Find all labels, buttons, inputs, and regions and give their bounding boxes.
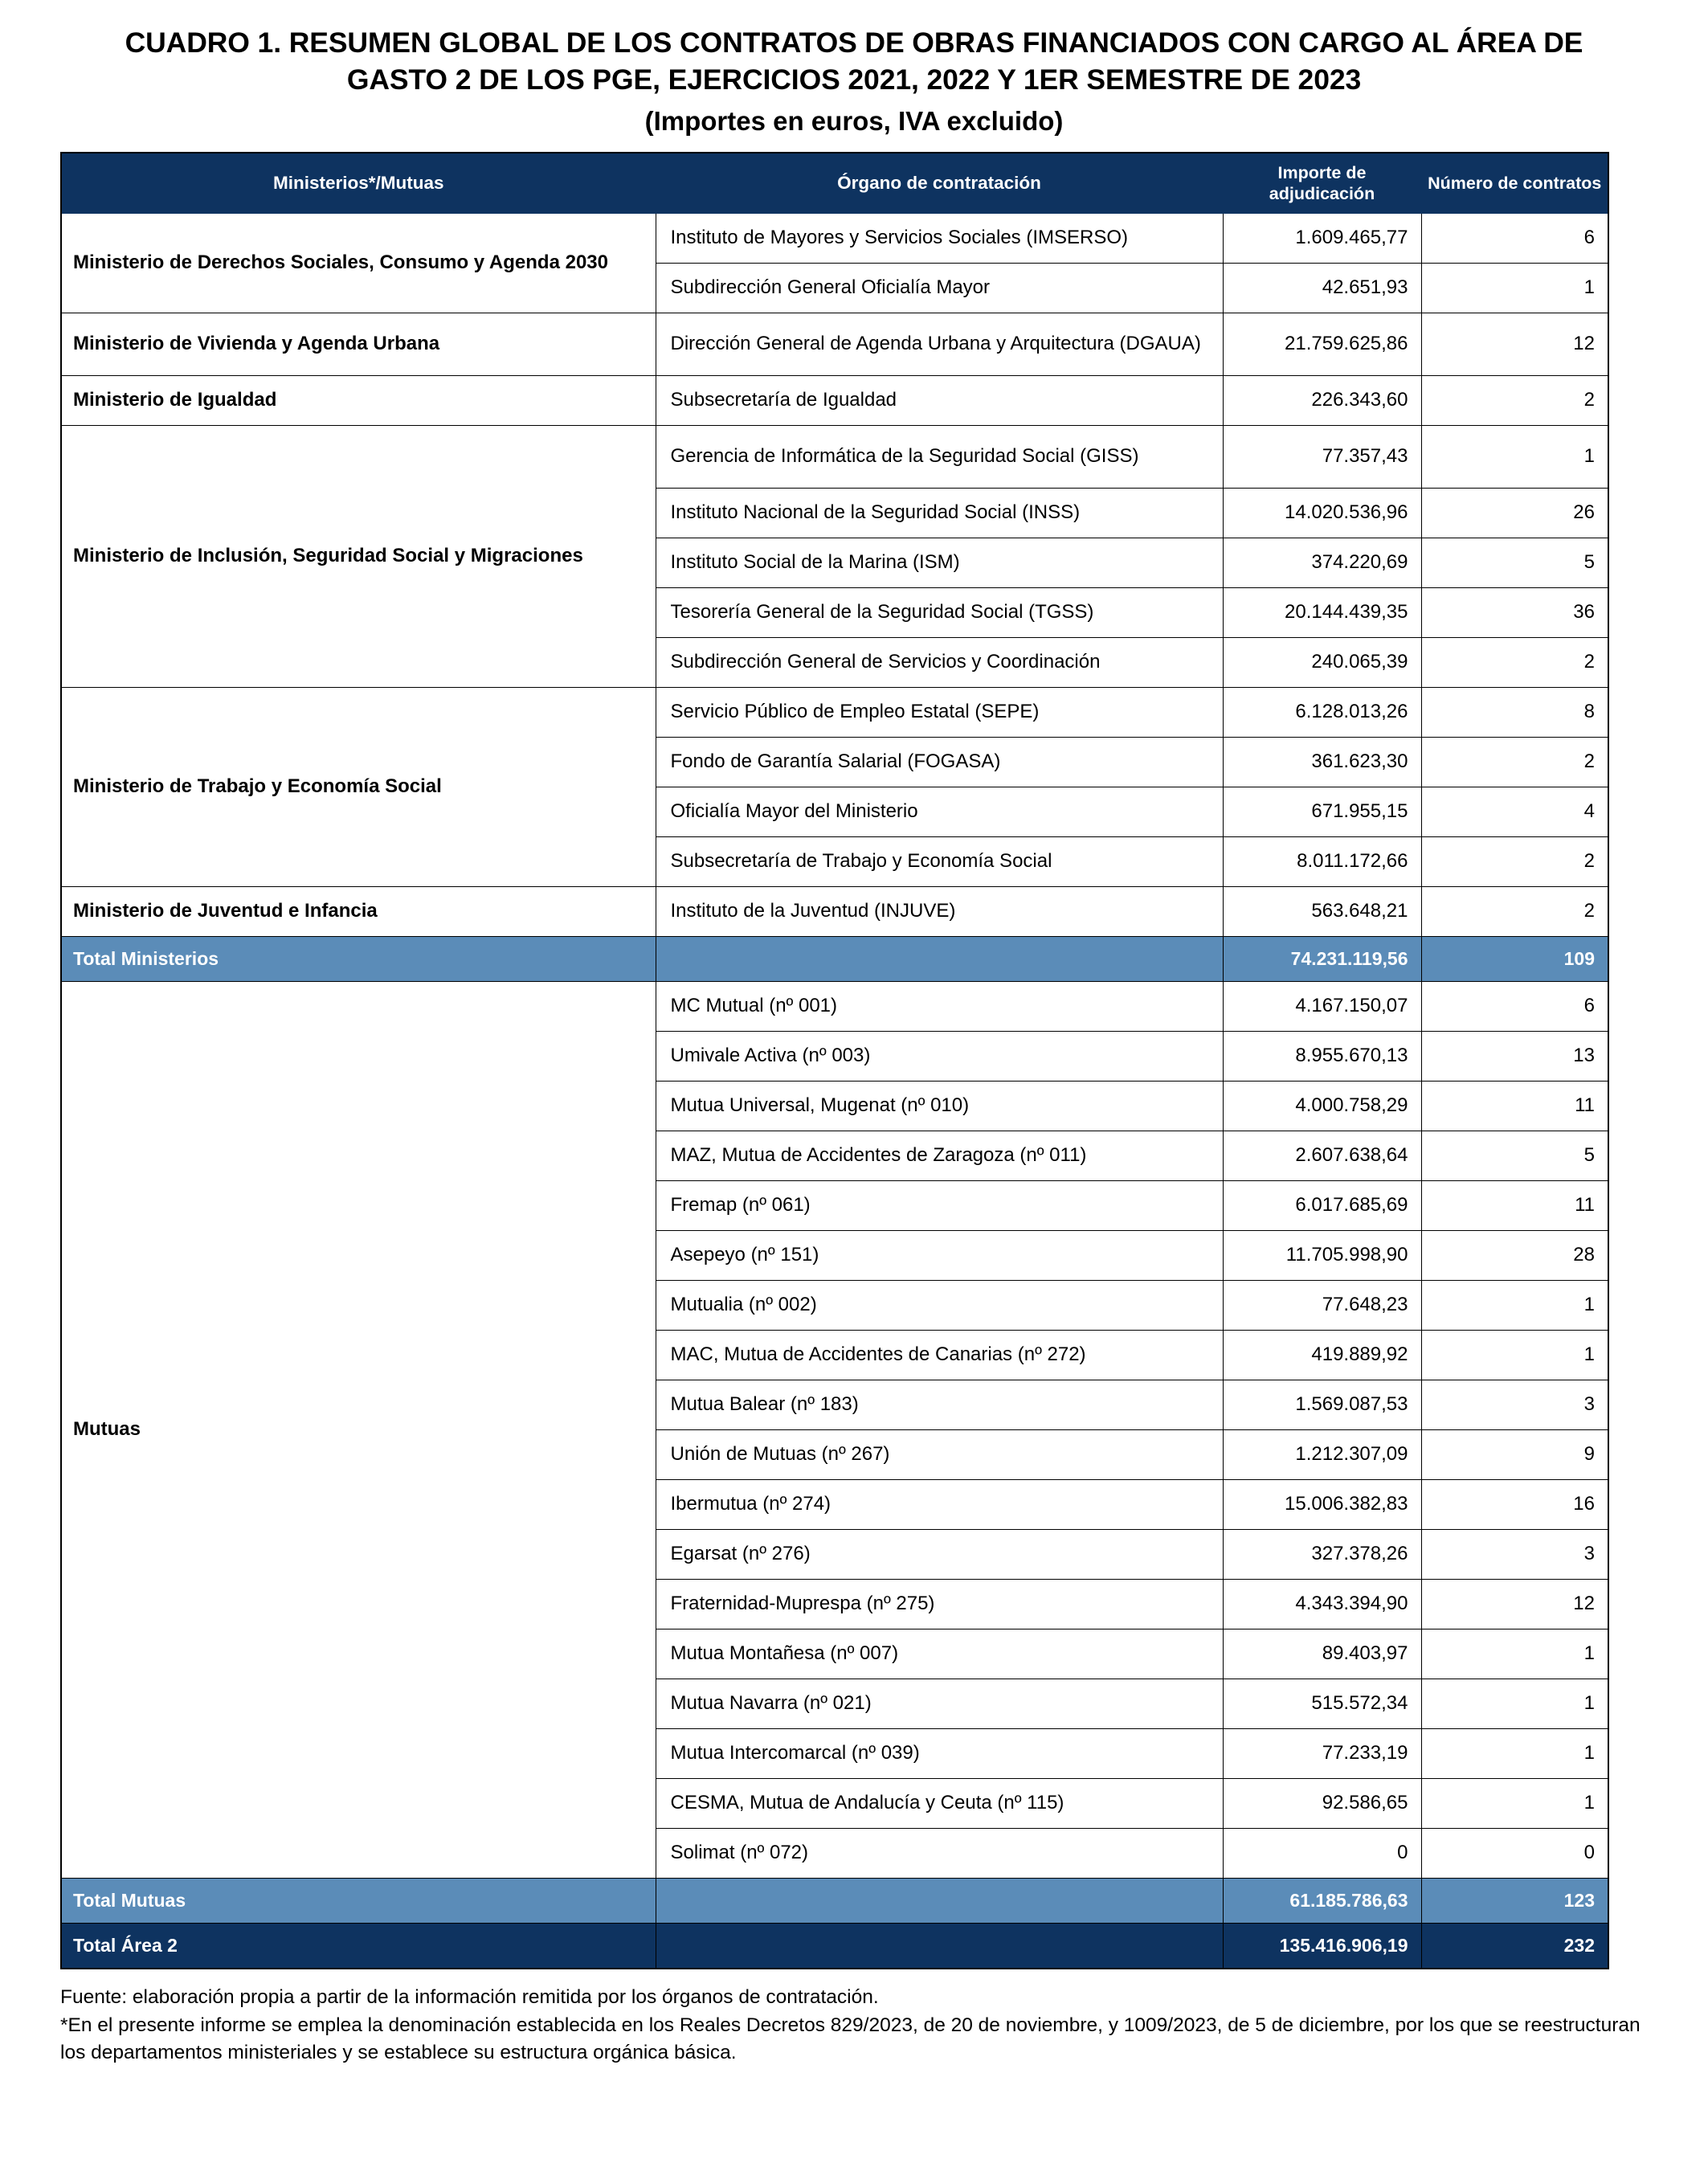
- importe-cell: 515.572,34: [1223, 1679, 1421, 1729]
- table-row: [61, 376, 1608, 426]
- group-name-cell: Ministerio de Igualdad: [61, 376, 656, 426]
- importe-cell: 361.623,30: [1223, 738, 1421, 787]
- column-header-importe: Importe de adjudicación: [1223, 153, 1421, 214]
- organo-cell: Dirección General de Agenda Urbana y Arquitectura (DGAUA): [656, 313, 1223, 376]
- contratos-cell: 8: [1421, 688, 1608, 738]
- organo-cell: Mutua Universal, Mugenat (nº 010): [656, 1082, 1223, 1131]
- importe-cell: 1.569.087,53: [1223, 1380, 1421, 1430]
- organo-cell: Ibermutua (nº 274): [656, 1480, 1223, 1530]
- footer-notes: [60, 1984, 1651, 2067]
- total-mutuas-label: Total Mutuas: [61, 1879, 656, 1924]
- group-name-cell: Ministerio de Vivienda y Agenda Urbana: [61, 313, 656, 376]
- organo-cell: Fraternidad-Muprespa (nº 275): [656, 1580, 1223, 1629]
- contratos-cell: 26: [1421, 489, 1608, 538]
- contratos-cell: 1: [1421, 1729, 1608, 1779]
- organo-cell: MC Mutual (nº 001): [656, 982, 1223, 1032]
- organo-cell: Oficialía Mayor del Ministerio: [656, 787, 1223, 837]
- contratos-cell: 5: [1421, 1131, 1608, 1181]
- importe-cell: 6.128.013,26: [1223, 688, 1421, 738]
- contracts-summary-table: [60, 152, 1609, 1969]
- contratos-cell: 3: [1421, 1530, 1608, 1580]
- contratos-cell: 12: [1421, 1580, 1608, 1629]
- table-row: [61, 887, 1608, 937]
- organo-cell: CESMA, Mutua de Andalucía y Ceuta (nº 115): [656, 1779, 1223, 1829]
- organo-cell: Instituto de Mayores y Servicios Sociales (IMSERSO): [656, 214, 1223, 264]
- contratos-cell: 1: [1421, 1779, 1608, 1829]
- footnote-asterisk: *En el presente informe se emplea la denominación establecida en los Reales Decretos 829/2023, de 20 de noviembre, y 1009/2023, de 5 de diciembre, por los que se reestructuran los departamentos ministeriales y se establece su estructura orgánica básica.: [60, 2014, 1641, 2064]
- contratos-cell: 1: [1421, 264, 1608, 313]
- page-subtitle: (Importes en euros, IVA excluido): [644, 106, 1064, 137]
- contratos-cell: 2: [1421, 376, 1608, 426]
- organo-cell: Subsecretaría de Trabajo y Economía Social: [656, 837, 1223, 887]
- organo-cell: Mutua Navarra (nº 021): [656, 1679, 1223, 1729]
- organo-cell: Instituto de la Juventud (INJUVE): [656, 887, 1223, 937]
- total-mutuas-contratos: 123: [1421, 1879, 1608, 1924]
- organo-cell: Asepeyo (nº 151): [656, 1231, 1223, 1281]
- importe-cell: 419.889,92: [1223, 1331, 1421, 1380]
- column-header-contratos: Número de contratos: [1421, 153, 1608, 214]
- total-mutuas-row: [61, 1879, 1608, 1924]
- contratos-cell: 1: [1421, 1679, 1608, 1729]
- organo-cell: Mutua Balear (nº 183): [656, 1380, 1223, 1430]
- organo-cell: Fremap (nº 061): [656, 1181, 1223, 1231]
- importe-cell: 1.212.307,09: [1223, 1430, 1421, 1480]
- organo-cell: Subsecretaría de Igualdad: [656, 376, 1223, 426]
- source-note: Fuente: elaboración propia a partir de la información remitida por los órganos de contratación.: [60, 1985, 879, 2008]
- contratos-cell: 16: [1421, 1480, 1608, 1530]
- page-title: CUADRO 1. RESUMEN GLOBAL DE LOS CONTRATOS DE OBRAS FINANCIADOS CON CARGO AL ÁREA DE GASTO 2 DE LOS PGE, EJERCICIOS 2021, 2022 Y 1ER SEMESTRE DE 2023: [125, 27, 1583, 96]
- group-name-cell: Ministerio de Derechos Sociales, Consumo y Agenda 2030: [61, 214, 656, 313]
- summary-table-wrapper: [60, 152, 1608, 1969]
- table-row: [61, 426, 1608, 489]
- importe-cell: 89.403,97: [1223, 1629, 1421, 1679]
- organo-cell: Unión de Mutuas (nº 267): [656, 1430, 1223, 1480]
- contratos-cell: 36: [1421, 588, 1608, 638]
- table-row: [61, 982, 1608, 1032]
- importe-cell: 671.955,15: [1223, 787, 1421, 837]
- importe-cell: 4.167.150,07: [1223, 982, 1421, 1032]
- table-body: [61, 214, 1608, 1969]
- organo-cell: Instituto Social de la Marina (ISM): [656, 538, 1223, 588]
- total-area-2-label: Total Área 2: [61, 1924, 656, 1969]
- importe-cell: 226.343,60: [1223, 376, 1421, 426]
- contratos-cell: 11: [1421, 1181, 1608, 1231]
- importe-cell: 4.000.758,29: [1223, 1082, 1421, 1131]
- organo-cell: Instituto Nacional de la Seguridad Social (INSS): [656, 489, 1223, 538]
- contratos-cell: 3: [1421, 1380, 1608, 1430]
- contratos-cell: 12: [1421, 313, 1608, 376]
- importe-cell: 0: [1223, 1829, 1421, 1879]
- table-header: [61, 153, 1608, 214]
- group-name-cell: Ministerio de Inclusión, Seguridad Social y Migraciones: [61, 426, 656, 688]
- contratos-cell: 28: [1421, 1231, 1608, 1281]
- importe-cell: 77.233,19: [1223, 1729, 1421, 1779]
- column-header-organo: Órgano de contratación: [656, 153, 1223, 214]
- importe-cell: 21.759.625,86: [1223, 313, 1421, 376]
- importe-cell: 2.607.638,64: [1223, 1131, 1421, 1181]
- organo-cell: Servicio Público de Empleo Estatal (SEPE): [656, 688, 1223, 738]
- importe-cell: 42.651,93: [1223, 264, 1421, 313]
- organo-cell: Mutua Intercomarcal (nº 039): [656, 1729, 1223, 1779]
- importe-cell: 4.343.394,90: [1223, 1580, 1421, 1629]
- organo-cell: Mutua Montañesa (nº 007): [656, 1629, 1223, 1679]
- importe-cell: 77.648,23: [1223, 1281, 1421, 1331]
- contratos-cell: 2: [1421, 738, 1608, 787]
- group-name-cell: Ministerio de Trabajo y Economía Social: [61, 688, 656, 887]
- total-area-2-importe: 135.416.906,19: [1223, 1924, 1421, 1969]
- importe-cell: 8.955.670,13: [1223, 1032, 1421, 1082]
- importe-cell: 1.609.465,77: [1223, 214, 1421, 264]
- importe-cell: 14.020.536,96: [1223, 489, 1421, 538]
- importe-cell: 8.011.172,66: [1223, 837, 1421, 887]
- organo-cell: MAC, Mutua de Accidentes de Canarias (nº 272): [656, 1331, 1223, 1380]
- contratos-cell: 2: [1421, 887, 1608, 937]
- organo-cell: Subdirección General de Servicios y Coordinación: [656, 638, 1223, 688]
- organo-cell: Umivale Activa (nº 003): [656, 1032, 1223, 1082]
- table-row: [61, 688, 1608, 738]
- organo-cell: Fondo de Garantía Salarial (FOGASA): [656, 738, 1223, 787]
- importe-cell: 11.705.998,90: [1223, 1231, 1421, 1281]
- organo-cell: Mutualia (nº 002): [656, 1281, 1223, 1331]
- group-name-cell: Mutuas: [61, 982, 656, 1879]
- contratos-cell: 13: [1421, 1032, 1608, 1082]
- contratos-cell: 2: [1421, 638, 1608, 688]
- organo-cell: Gerencia de Informática de la Seguridad Social (GISS): [656, 426, 1223, 489]
- total-ministerios-organo: [656, 937, 1223, 982]
- organo-cell: Subdirección General Oficialía Mayor: [656, 264, 1223, 313]
- contratos-cell: 6: [1421, 982, 1608, 1032]
- organo-cell: Solimat (nº 072): [656, 1829, 1223, 1879]
- contratos-cell: 1: [1421, 426, 1608, 489]
- importe-cell: 20.144.439,35: [1223, 588, 1421, 638]
- total-mutuas-organo: [656, 1879, 1223, 1924]
- total-area-2-row: [61, 1924, 1608, 1969]
- importe-cell: 15.006.382,83: [1223, 1480, 1421, 1530]
- organo-cell: MAZ, Mutua de Accidentes de Zaragoza (nº 011): [656, 1131, 1223, 1181]
- table-row: [61, 313, 1608, 376]
- total-area-2-contratos: 232: [1421, 1924, 1608, 1969]
- importe-cell: 77.357,43: [1223, 426, 1421, 489]
- contratos-cell: 0: [1421, 1829, 1608, 1879]
- table-header-row: [61, 153, 1608, 214]
- contratos-cell: 9: [1421, 1430, 1608, 1480]
- total-ministerios-label: Total Ministerios: [61, 937, 656, 982]
- column-header-ministerios: Ministerios*/Mutuas: [61, 153, 656, 214]
- contratos-cell: 4: [1421, 787, 1608, 837]
- title-block: [0, 0, 1708, 137]
- importe-cell: 6.017.685,69: [1223, 1181, 1421, 1231]
- contratos-cell: 1: [1421, 1281, 1608, 1331]
- total-mutuas-importe: 61.185.786,63: [1223, 1879, 1421, 1924]
- table-row: [61, 214, 1608, 264]
- total-ministerios-importe: 74.231.119,56: [1223, 937, 1421, 982]
- organo-cell: Egarsat (nº 276): [656, 1530, 1223, 1580]
- total-area-2-organo: [656, 1924, 1223, 1969]
- total-ministerios-row: [61, 937, 1608, 982]
- contratos-cell: 1: [1421, 1629, 1608, 1679]
- importe-cell: 563.648,21: [1223, 887, 1421, 937]
- importe-cell: 240.065,39: [1223, 638, 1421, 688]
- importe-cell: 92.586,65: [1223, 1779, 1421, 1829]
- contratos-cell: 2: [1421, 837, 1608, 887]
- importe-cell: 327.378,26: [1223, 1530, 1421, 1580]
- contratos-cell: 6: [1421, 214, 1608, 264]
- contratos-cell: 5: [1421, 538, 1608, 588]
- contratos-cell: 11: [1421, 1082, 1608, 1131]
- importe-cell: 374.220,69: [1223, 538, 1421, 588]
- total-ministerios-contratos: 109: [1421, 937, 1608, 982]
- group-name-cell: Ministerio de Juventud e Infancia: [61, 887, 656, 937]
- contratos-cell: 1: [1421, 1331, 1608, 1380]
- organo-cell: Tesorería General de la Seguridad Social (TGSS): [656, 588, 1223, 638]
